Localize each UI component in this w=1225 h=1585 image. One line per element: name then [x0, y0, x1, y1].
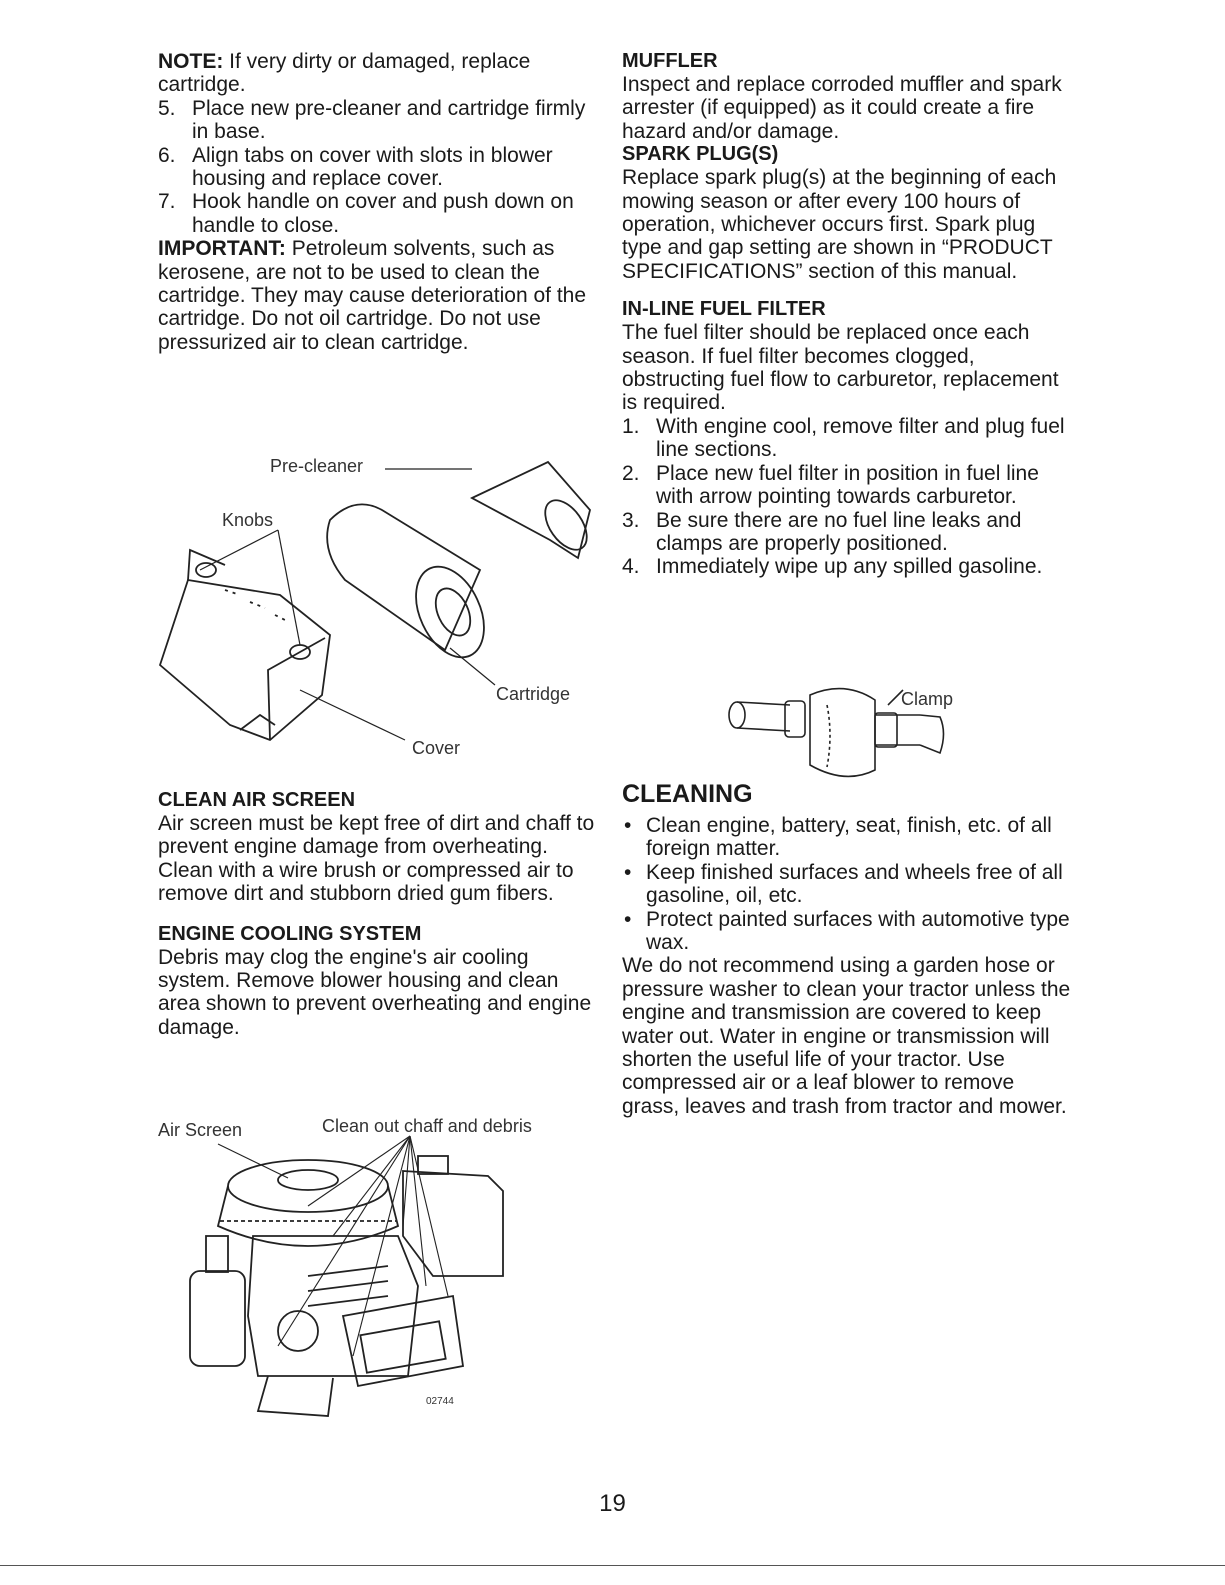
- step-number: 1.: [622, 414, 640, 438]
- step-number: 2.: [622, 461, 640, 485]
- fuel-filter-body: The fuel filter should be replaced once each season. If fuel filter becomes clogged, obstructing fuel flow to carburetor, replacement is required.: [622, 321, 1059, 415]
- air-screen-label: Air Screen: [158, 1120, 243, 1140]
- note-paragraph: [158, 50, 598, 97]
- left-column: [158, 50, 598, 354]
- list-item: [622, 555, 1072, 578]
- clamp-label: Clamp: [901, 689, 954, 709]
- cleaning-body: We do not recommend using a garden hose or pressure washer to clean your tractor unless the engine and transmission are covered to keep water out. Water in engine or transmission will shorten the useful life of your tractor. Use compressed air or a leaf blower to remove grass, leaves and trash from tractor and mower.: [622, 954, 1071, 1118]
- fuel-filter-heading: IN-LINE FUEL FILTER: [622, 298, 826, 321]
- step-number: 6.: [158, 143, 176, 167]
- bullet-text: Keep finished surfaces and wheels free of all gasoline, oil, etc.: [646, 860, 1063, 908]
- list-item: [622, 814, 1072, 861]
- air-filter-illustration: [150, 440, 600, 770]
- step-text: Be sure there are no fuel line leaks and clamps are properly positioned.: [656, 508, 1022, 555]
- important-paragraph: [158, 237, 598, 354]
- left-column-lower: [158, 789, 598, 1039]
- muffler-heading: MUFFLER: [622, 50, 718, 72]
- list-item: [158, 144, 598, 191]
- pre-cleaner-label: Pre-cleaner: [270, 456, 364, 476]
- figure-code: 02744: [426, 1396, 454, 1407]
- engine-cooling-body: Debris may clog the engine's air cooling system. Remove blower housing and clean area shown to prevent overheating and engine damage.: [158, 945, 592, 1039]
- muffler-body: Inspect and replace corroded muffler and spark arrester (if equipped) as it could create a fire hazard and/or damage.: [622, 73, 1062, 143]
- list-item: [158, 97, 598, 144]
- page-bottom-rule: [0, 1565, 1225, 1566]
- fuel-filter-illustration: [715, 675, 1015, 785]
- list-item: [622, 509, 1072, 556]
- step-text: Immediately wipe up any spilled gasoline.: [656, 555, 1043, 579]
- important-label: IMPORTANT:: [158, 237, 286, 261]
- step-number: 3.: [622, 508, 640, 532]
- engine-cooling-heading: ENGINE COOLING SYSTEM: [158, 922, 422, 945]
- clean-air-screen-body: Air screen must be kept free of dirt and chaff to prevent engine damage from overheating. Clean with a wire brush or compressed air to remove dirt and stubborn dried gum fibers.: [158, 812, 595, 906]
- list-item: [622, 415, 1072, 462]
- list-item: [622, 908, 1072, 955]
- important-text: Petroleum solvents, such as kerosene, are not to be used to clean the cartridge. They may cause deterioration of the cartridge. Do not oil cartridge. Do not use pressurized air to clean cartridge.: [158, 237, 587, 354]
- step-text: Place new fuel filter in position in fuel line with arrow pointing towards carburetor.: [656, 461, 1039, 509]
- cover-label: Cover: [412, 738, 461, 758]
- step-text: With engine cool, remove filter and plug fuel line sections.: [656, 414, 1065, 462]
- spark-plug-body: Replace spark plug(s) at the beginning of each mowing season or after every 100 hours of operation, whichever occurs first. Spark plug type and gap setting are shown in “PRODUCT SPECIFICATIONS” section of this manual.: [622, 166, 1057, 283]
- air-filter-steps: [158, 97, 598, 237]
- step-text: Align tabs on cover with slots in blower housing and replace cover.: [192, 143, 553, 191]
- engine-illustration: [158, 1116, 578, 1426]
- bullet-icon: •: [624, 814, 632, 837]
- fuel-filter-figure: [715, 675, 1015, 785]
- bullet-icon: •: [624, 860, 632, 884]
- list-item: [158, 190, 598, 237]
- clean-air-screen-heading: CLEAN AIR SCREEN: [158, 789, 356, 811]
- engine-figure: [158, 1116, 578, 1426]
- page-number: 19: [599, 1490, 626, 1517]
- note-label: NOTE:: [158, 50, 224, 73]
- step-number: 4.: [622, 555, 640, 579]
- right-column: [622, 50, 1072, 579]
- step-number: 7.: [158, 190, 176, 214]
- list-item: [622, 861, 1072, 908]
- air-filter-figure: [150, 440, 600, 770]
- step-text: Hook handle on cover and push down on handle to close.: [192, 190, 574, 237]
- bullet-text: Clean engine, battery, seat, finish, etc. of all foreign matter.: [646, 814, 1052, 861]
- clean-out-label: Clean out chaff and debris: [322, 1116, 532, 1136]
- cleaning-heading: CLEANING: [622, 780, 753, 808]
- list-item: [622, 462, 1072, 509]
- note-text: If very dirty or damaged, replace cartridge.: [158, 50, 531, 97]
- step-number: 5.: [158, 96, 176, 120]
- spark-plug-heading: SPARK PLUG(S): [622, 143, 779, 166]
- fuel-filter-steps: [622, 415, 1072, 579]
- step-text: Place new pre-cleaner and cartridge firmly in base.: [192, 96, 586, 144]
- cleaning-bullets: [622, 814, 1072, 954]
- bullet-icon: •: [624, 907, 632, 931]
- knobs-label: Knobs: [222, 510, 274, 530]
- bullet-text: Protect painted surfaces with automotive type wax.: [646, 907, 1070, 955]
- cartridge-label: Cartridge: [496, 684, 571, 704]
- right-column-lower: [622, 780, 1072, 1118]
